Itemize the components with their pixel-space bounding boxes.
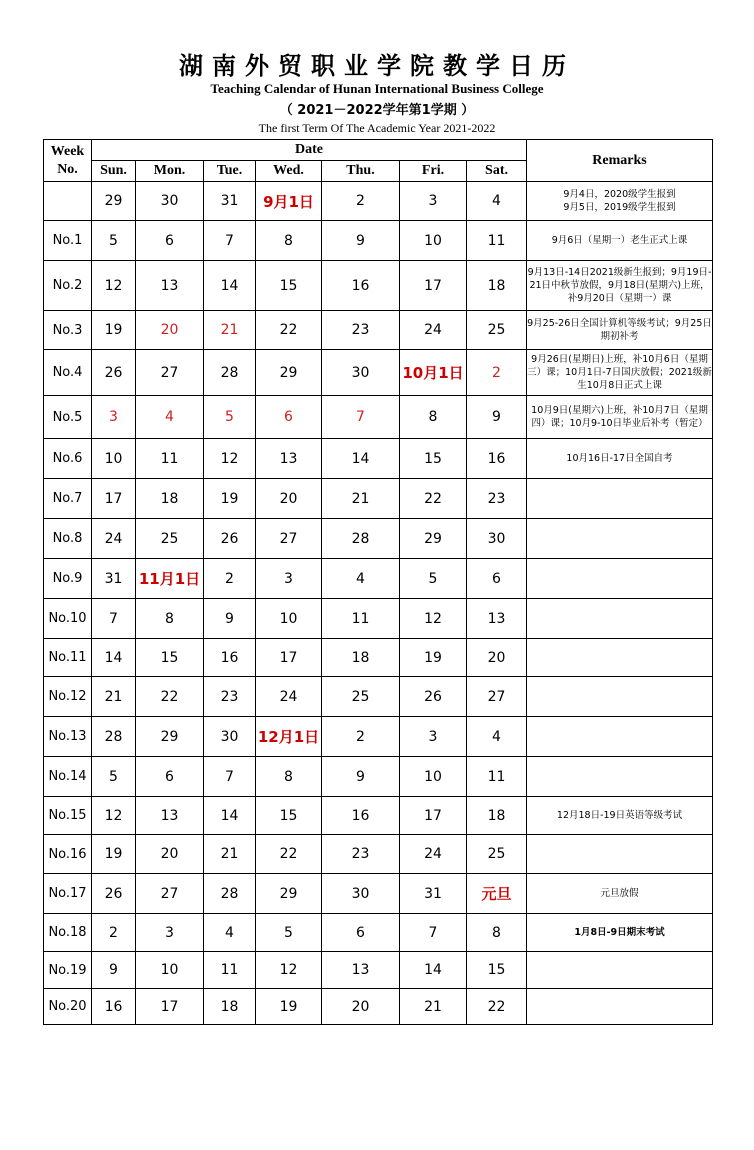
- date-cell-sun: 2: [92, 914, 136, 952]
- date-cell-sun: 14: [92, 639, 136, 677]
- date-cell-mon: 25: [136, 519, 204, 559]
- date-cell-sat: 6: [467, 559, 527, 599]
- date-cell-sat: 11: [467, 757, 527, 797]
- date-cell-fri: 22: [400, 479, 467, 519]
- date-cell-sat: 4: [467, 182, 527, 221]
- date-cell-wed: 19: [256, 989, 322, 1025]
- date-cell-sun: 16: [92, 989, 136, 1025]
- date-cell-sun: 7: [92, 599, 136, 639]
- remark-cell: [527, 757, 713, 797]
- date-cell-mon: 27: [136, 874, 204, 914]
- date-cell-mon: 15: [136, 639, 204, 677]
- week-row: [44, 677, 713, 717]
- week-row: [44, 439, 713, 479]
- remark-cell: 9月25-26日全国计算机等级考试；9月25日期初补考: [527, 311, 713, 350]
- date-cell-sun: 12: [92, 261, 136, 311]
- week-number-cell: No.18: [44, 914, 92, 952]
- date-cell-wed: 15: [256, 261, 322, 311]
- remark-cell: [527, 559, 713, 599]
- week-row: [44, 835, 713, 874]
- date-cell-thu: 2: [322, 717, 400, 757]
- date-cell-sat: 18: [467, 261, 527, 311]
- week-row: [44, 221, 713, 261]
- date-cell-fri: 21: [400, 989, 467, 1025]
- date-cell-wed: 3: [256, 559, 322, 599]
- date-cell-thu: 18: [322, 639, 400, 677]
- date-cell-thu: 21: [322, 479, 400, 519]
- date-cell-fri: 24: [400, 311, 467, 350]
- week-number-cell: No.2: [44, 261, 92, 311]
- week-row: [44, 914, 713, 952]
- date-cell-fri: 17: [400, 797, 467, 835]
- date-cell-tue: 26: [204, 519, 256, 559]
- date-cell-mon: 30: [136, 182, 204, 221]
- date-cell-wed: 22: [256, 835, 322, 874]
- date-cell-tue: 21: [204, 835, 256, 874]
- date-cell-wed: 12月1日: [256, 717, 322, 757]
- week-number-cell: No.13: [44, 717, 92, 757]
- date-cell-tue: 4: [204, 914, 256, 952]
- calendar-body: [44, 182, 713, 1025]
- date-cell-wed: 29: [256, 874, 322, 914]
- date-cell-thu: 16: [322, 261, 400, 311]
- date-cell-wed: 15: [256, 797, 322, 835]
- day-header-wed: Wed.: [256, 161, 322, 182]
- week-number-cell: No.5: [44, 396, 92, 439]
- date-cell-sat: 23: [467, 479, 527, 519]
- date-cell-sun: 31: [92, 559, 136, 599]
- day-header-sat: Sat.: [467, 161, 527, 182]
- date-cell-sat: 20: [467, 639, 527, 677]
- date-cell-sat: 15: [467, 952, 527, 989]
- date-cell-tue: 28: [204, 874, 256, 914]
- week-row: [44, 479, 713, 519]
- remark-cell: 10月16日-17日全国自考: [527, 439, 713, 479]
- week-row: [44, 396, 713, 439]
- day-header-thu: Thu.: [322, 161, 400, 182]
- date-cell-tue: 14: [204, 261, 256, 311]
- date-cell-thu: 2: [322, 182, 400, 221]
- date-cell-sat: 18: [467, 797, 527, 835]
- date-cell-tue: 14: [204, 797, 256, 835]
- date-cell-wed: 29: [256, 350, 322, 396]
- date-cell-sat: 16: [467, 439, 527, 479]
- date-cell-tue: 30: [204, 717, 256, 757]
- remark-cell: [527, 835, 713, 874]
- week-row: [44, 311, 713, 350]
- week-number-header: [44, 140, 92, 182]
- date-cell-mon: 11月1日: [136, 559, 204, 599]
- date-cell-tue: 2: [204, 559, 256, 599]
- date-cell-wed: 27: [256, 519, 322, 559]
- remark-cell: [527, 677, 713, 717]
- date-cell-sun: 9: [92, 952, 136, 989]
- date-cell-tue: 7: [204, 757, 256, 797]
- date-cell-sun: 12: [92, 797, 136, 835]
- date-cell-mon: 27: [136, 350, 204, 396]
- day-header-fri: Fri.: [400, 161, 467, 182]
- date-cell-fri: 7: [400, 914, 467, 952]
- date-cell-thu: 23: [322, 311, 400, 350]
- remark-cell: 9月26日(星期日)上班，补10月6日（星期三）课；10月1日-7日国庆放假；2021级新生10月8日正式上课: [527, 350, 713, 396]
- date-cell-fri: 8: [400, 396, 467, 439]
- remark-cell: 10月9日(星期六)上班，补10月7日（星期四）课；10月9-10日毕业后补考（暂定）: [527, 396, 713, 439]
- date-cell-mon: 11: [136, 439, 204, 479]
- date-cell-tue: 16: [204, 639, 256, 677]
- week-number-cell: No.19: [44, 952, 92, 989]
- date-cell-fri: 14: [400, 952, 467, 989]
- week-number-cell: No.11: [44, 639, 92, 677]
- week-number-cell: No.3: [44, 311, 92, 350]
- remark-cell: [527, 717, 713, 757]
- week-row: [44, 261, 713, 311]
- date-cell-sun: 5: [92, 757, 136, 797]
- week-row: [44, 639, 713, 677]
- date-cell-mon: 20: [136, 835, 204, 874]
- date-cell-mon: 17: [136, 989, 204, 1025]
- day-header-sun: Sun.: [92, 161, 136, 182]
- date-cell-tue: 12: [204, 439, 256, 479]
- date-cell-sun: 19: [92, 835, 136, 874]
- date-cell-sat: 4: [467, 717, 527, 757]
- date-cell-fri: 24: [400, 835, 467, 874]
- week-number-cell: No.20: [44, 989, 92, 1025]
- remark-cell: [527, 479, 713, 519]
- date-cell-tue: 18: [204, 989, 256, 1025]
- remark-cell: [527, 989, 713, 1025]
- week-row: [44, 797, 713, 835]
- date-cell-fri: 12: [400, 599, 467, 639]
- date-cell-thu: 25: [322, 677, 400, 717]
- date-cell-wed: 12: [256, 952, 322, 989]
- date-cell-thu: 9: [322, 757, 400, 797]
- week-header-line2: No.: [57, 161, 78, 177]
- week-row: [44, 350, 713, 396]
- date-cell-mon: 6: [136, 757, 204, 797]
- date-cell-sat: 8: [467, 914, 527, 952]
- date-cell-fri: 3: [400, 182, 467, 221]
- date-cell-sun: 5: [92, 221, 136, 261]
- date-cell-fri: 17: [400, 261, 467, 311]
- date-cell-wed: 10: [256, 599, 322, 639]
- week-row: [44, 989, 713, 1025]
- calendar-title-chinese: 湖南外贸职业学院教学日历: [179, 52, 575, 80]
- date-cell-thu: 6: [322, 914, 400, 952]
- date-cell-mon: 29: [136, 717, 204, 757]
- day-header-mon: Mon.: [136, 161, 204, 182]
- week-row: [44, 182, 713, 221]
- date-cell-wed: 24: [256, 677, 322, 717]
- date-cell-thu: 14: [322, 439, 400, 479]
- week-row: [44, 519, 713, 559]
- date-cell-wed: 13: [256, 439, 322, 479]
- week-number-cell: No.12: [44, 677, 92, 717]
- date-cell-tue: 21: [204, 311, 256, 350]
- date-cell-sun: 19: [92, 311, 136, 350]
- date-cell-sat: 元旦: [467, 874, 527, 914]
- week-number-cell: No.9: [44, 559, 92, 599]
- date-cell-fri: 29: [400, 519, 467, 559]
- date-cell-thu: 28: [322, 519, 400, 559]
- remark-cell: [527, 639, 713, 677]
- date-cell-thu: 20: [322, 989, 400, 1025]
- date-cell-sun: 26: [92, 350, 136, 396]
- date-cell-sat: 25: [467, 835, 527, 874]
- date-cell-thu: 13: [322, 952, 400, 989]
- day-header-tue: Tue.: [204, 161, 256, 182]
- date-cell-sat: 25: [467, 311, 527, 350]
- date-cell-tue: 11: [204, 952, 256, 989]
- date-cell-fri: 10: [400, 757, 467, 797]
- date-cell-sun: 17: [92, 479, 136, 519]
- week-number-cell: No.4: [44, 350, 92, 396]
- remark-cell: [527, 519, 713, 559]
- week-row: [44, 874, 713, 914]
- calendar-title-english: Teaching Calendar of Hunan International Business College: [210, 81, 544, 96]
- date-header: Date: [92, 140, 527, 161]
- date-cell-wed: 5: [256, 914, 322, 952]
- date-cell-mon: 13: [136, 261, 204, 311]
- week-row: [44, 559, 713, 599]
- week-number-cell: No.14: [44, 757, 92, 797]
- remark-cell: [527, 599, 713, 639]
- teaching-calendar-table: [43, 139, 713, 1025]
- date-cell-mon: 20: [136, 311, 204, 350]
- date-cell-sat: 2: [467, 350, 527, 396]
- date-cell-sun: 21: [92, 677, 136, 717]
- date-cell-wed: 8: [256, 757, 322, 797]
- week-row: [44, 757, 713, 797]
- date-cell-tue: 7: [204, 221, 256, 261]
- date-cell-sun: 10: [92, 439, 136, 479]
- date-cell-mon: 18: [136, 479, 204, 519]
- remark-cell: 9月6日（星期一）老生正式上课: [527, 221, 713, 261]
- remark-cell: 9月4日，2020级学生报到 9月5日，2019级学生报到: [527, 182, 713, 221]
- date-cell-thu: 30: [322, 350, 400, 396]
- week-header-line1: Week: [50, 143, 85, 159]
- remark-cell: 1月8日-9日期末考试: [527, 914, 713, 952]
- date-cell-thu: 30: [322, 874, 400, 914]
- date-cell-sat: 13: [467, 599, 527, 639]
- date-cell-mon: 3: [136, 914, 204, 952]
- date-cell-tue: 19: [204, 479, 256, 519]
- date-cell-sun: 24: [92, 519, 136, 559]
- date-cell-thu: 4: [322, 559, 400, 599]
- date-cell-thu: 16: [322, 797, 400, 835]
- date-cell-sun: 29: [92, 182, 136, 221]
- date-cell-sun: 3: [92, 396, 136, 439]
- remark-cell: [527, 952, 713, 989]
- date-cell-mon: 8: [136, 599, 204, 639]
- date-cell-fri: 10: [400, 221, 467, 261]
- date-cell-mon: 22: [136, 677, 204, 717]
- date-cell-fri: 19: [400, 639, 467, 677]
- date-cell-mon: 4: [136, 396, 204, 439]
- date-cell-fri: 5: [400, 559, 467, 599]
- date-cell-mon: 10: [136, 952, 204, 989]
- term-subtitle-chinese: （ 2021－2022学年第1学期 ）: [279, 103, 475, 118]
- remark-cell: 9月13日-14日2021级新生报到；9月19日-21日中秋节放假，9月18日(星期六)上班，补9月20日（星期一）课: [527, 261, 713, 311]
- date-cell-tue: 5: [204, 396, 256, 439]
- date-cell-sat: 9: [467, 396, 527, 439]
- date-cell-thu: 7: [322, 396, 400, 439]
- date-cell-fri: 10月1日: [400, 350, 467, 396]
- week-row: [44, 952, 713, 989]
- date-cell-sun: 26: [92, 874, 136, 914]
- date-cell-thu: 9: [322, 221, 400, 261]
- date-cell-sat: 30: [467, 519, 527, 559]
- date-cell-wed: 6: [256, 396, 322, 439]
- week-number-cell: No.15: [44, 797, 92, 835]
- week-row: [44, 717, 713, 757]
- week-number-cell: No.6: [44, 439, 92, 479]
- date-cell-sun: 28: [92, 717, 136, 757]
- week-number-cell: No.16: [44, 835, 92, 874]
- date-cell-wed: 20: [256, 479, 322, 519]
- date-cell-fri: 26: [400, 677, 467, 717]
- date-cell-thu: 11: [322, 599, 400, 639]
- date-cell-fri: 3: [400, 717, 467, 757]
- week-number-cell: [44, 182, 92, 221]
- term-subtitle-english: The first Term Of The Academic Year 2021-2022: [258, 121, 496, 135]
- date-cell-wed: 8: [256, 221, 322, 261]
- date-cell-tue: 23: [204, 677, 256, 717]
- remark-cell: 元旦放假: [527, 874, 713, 914]
- remark-cell: 12月18日-19日英语等级考试: [527, 797, 713, 835]
- date-cell-tue: 31: [204, 182, 256, 221]
- date-cell-fri: 31: [400, 874, 467, 914]
- week-row: [44, 599, 713, 639]
- date-cell-wed: 9月1日: [256, 182, 322, 221]
- week-number-cell: No.17: [44, 874, 92, 914]
- date-cell-thu: 23: [322, 835, 400, 874]
- date-cell-mon: 13: [136, 797, 204, 835]
- week-number-cell: No.1: [44, 221, 92, 261]
- week-number-cell: No.8: [44, 519, 92, 559]
- date-cell-wed: 22: [256, 311, 322, 350]
- date-cell-mon: 6: [136, 221, 204, 261]
- remarks-header: Remarks: [527, 140, 713, 182]
- date-cell-sat: 11: [467, 221, 527, 261]
- date-cell-tue: 9: [204, 599, 256, 639]
- date-cell-sat: 27: [467, 677, 527, 717]
- date-cell-fri: 15: [400, 439, 467, 479]
- date-cell-wed: 17: [256, 639, 322, 677]
- date-cell-sat: 22: [467, 989, 527, 1025]
- week-number-cell: No.10: [44, 599, 92, 639]
- date-cell-tue: 28: [204, 350, 256, 396]
- week-number-cell: No.7: [44, 479, 92, 519]
